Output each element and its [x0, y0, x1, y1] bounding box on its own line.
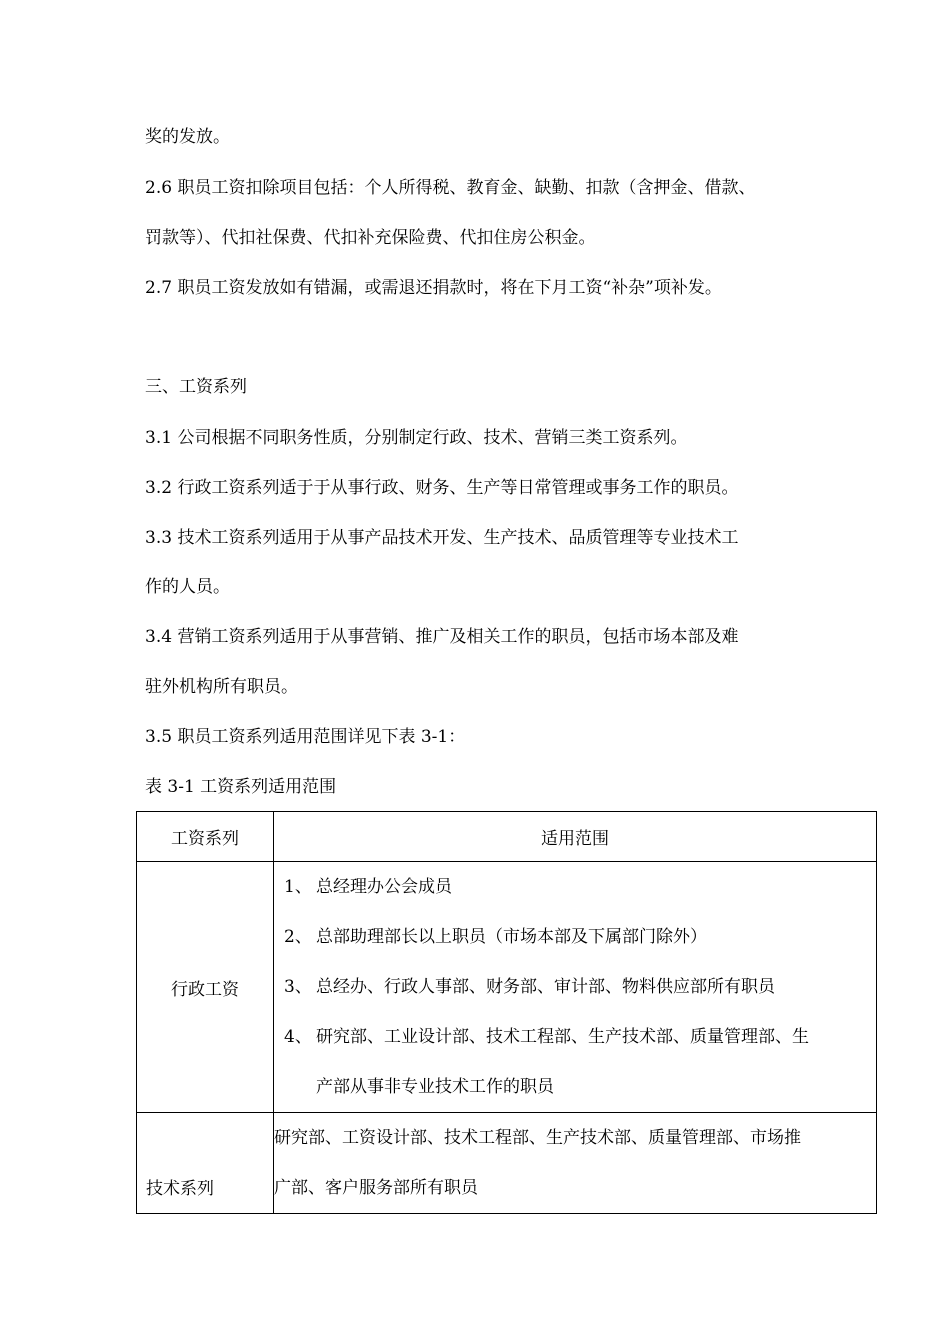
admin-scope-cell: [274, 862, 877, 1113]
list-number: 1、: [284, 877, 312, 897]
list-number: 4、: [284, 1027, 312, 1047]
salary-series-table: [136, 811, 877, 1214]
list-item-continuation: 产部从事非专业技术工作的职员: [316, 1077, 554, 1097]
paragraph: 3.1 公司根据不同职务性质，分别制定行政、技术、营销三类工资系列。: [145, 428, 688, 448]
list-number: 2、: [284, 927, 312, 947]
table-row-tech: [137, 1113, 877, 1214]
list-item: [274, 1012, 876, 1062]
table-caption: 表 3-1 工资系列适用范围: [145, 777, 337, 797]
table-header-row: [137, 812, 877, 862]
paragraph: 作的人员。: [145, 577, 230, 597]
list-item: [274, 962, 876, 1012]
list-item: [274, 862, 876, 912]
tech-scope-line: 广部、客户服务部所有职员: [274, 1178, 478, 1198]
list-text: 总经理办公会成员: [316, 877, 452, 897]
tech-scope-line: 研究部、工资设计部、技术工程部、生产技术部、质量管理部、市场推: [274, 1128, 801, 1148]
paragraph: 3.2 行政工资系列适于于从事行政、财务、生产等日常管理或事务工作的职员。: [145, 478, 739, 498]
list-text: 研究部、工业设计部、技术工程部、生产技术部、质量管理部、生: [316, 1027, 809, 1047]
paragraph: 罚款等）、代扣社保费、代扣补充保险费、代扣住房公积金。: [145, 228, 596, 248]
paragraph: 3.4 营销工资系列适用于从事营销、推广及相关工作的职员，包括市场本部及难: [145, 627, 739, 647]
section-heading: 三、工资系列: [145, 377, 247, 397]
paragraph: 3.3 技术工资系列适用于从事产品技术开发、生产技术、品质管理等专业技术工: [145, 528, 739, 548]
table-row-admin: [137, 862, 877, 1113]
list-text: 总部助理部长以上职员（市场本部及下属部门除外）: [316, 927, 707, 947]
list-number: 3、: [284, 977, 312, 997]
admin-series-label: 行政工资: [137, 862, 274, 1113]
paragraph: 2.6 职员工资扣除项目包括：个人所得税、教育金、缺勤、扣款（含押金、借款、: [145, 178, 756, 198]
header-cell-scope: 适用范围: [274, 812, 877, 862]
list-text: 总经办、行政人事部、财务部、审计部、物料供应部所有职员: [316, 977, 775, 997]
paragraph: 3.5 职员工资系列适用范围详见下表 3-1：: [145, 727, 466, 747]
tech-series-label: 技术系列: [146, 1179, 214, 1199]
header-cell-series: 工资系列: [137, 812, 274, 862]
tech-series-cell: [137, 1113, 274, 1214]
paragraph: 奖的发放。: [145, 127, 230, 147]
tech-scope-cell: [274, 1113, 877, 1214]
list-item: [274, 912, 876, 962]
paragraph: 2.7 职员工资发放如有错漏，或需退还捐款时，将在下月工资“补杂”项补发。: [145, 278, 722, 298]
paragraph: 驻外机构所有职员。: [145, 677, 298, 697]
